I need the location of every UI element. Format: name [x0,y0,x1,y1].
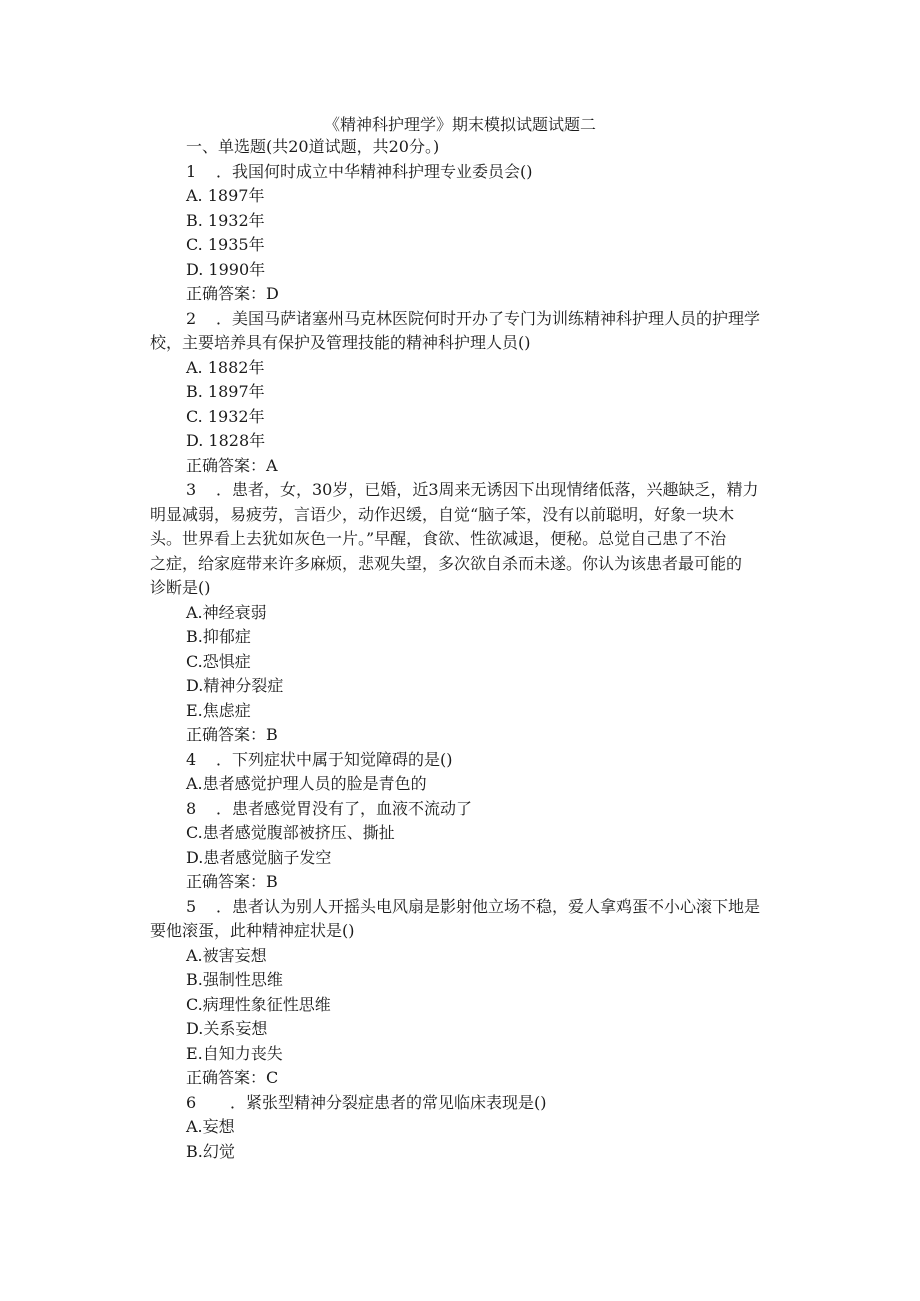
option: D. 1990年 [186,259,266,279]
question-text-cont: 明显减弱，易疲劳，言语少，动作迟缓，自觉“脑子笨，没有以前聪明，好象一块木 [150,504,735,524]
option: A.神经衰弱 [186,602,267,622]
option: B.幻觉 [186,1141,235,1161]
question-text-cont: 诊断是() [150,578,211,597]
question-2 [150,307,790,332]
option: B.强制性思维 [186,970,283,989]
option-text: ．患者感觉胃没有了，血液不流动了 [216,798,473,818]
option: C. 1935年 [186,235,265,254]
option: C.病理性象征性思维 [186,994,331,1014]
question-number: 5 [186,896,197,916]
question-5 [150,895,790,920]
option: D.患者感觉脑子发空 [186,847,332,867]
option: A.被害妄想 [186,945,267,965]
correct-answer: 正确答案：D [186,284,279,303]
option: D. 1828年 [186,431,266,450]
question-text: ．我国何时成立中华精神科护理专业委员会() [216,161,533,181]
option: D.精神分裂症 [186,676,284,695]
document-body [150,135,790,1164]
correct-answer: 正确答案：B [186,725,278,744]
document-title: 《精神科护理学》期末模拟试题试题二 [323,115,596,134]
option: D.关系妄想 [186,1019,268,1038]
question-text-cont: 要他滚蛋，此种精神症状是() [150,921,355,940]
question-1 [150,160,790,185]
option: B. 1932年 [186,210,265,230]
question-number: 6 [186,1092,197,1112]
question-number: 3 [186,480,197,499]
question-text: ．患者，女，30岁，已婚，近3周来无诱因下出现情绪低落，兴趣缺乏，精力 [216,480,759,499]
option: A.患者感觉护理人员的脸是青色的 [186,774,427,793]
correct-answer: 正确答案：A [186,455,278,475]
question-text: ．下列症状中属于知觉障碍的是() [216,749,453,769]
question-text-cont: 头。世界看上去犹如灰色一片。”早醒，食欲、性欲减退，便秘。总觉自己患了不治 [150,529,727,548]
option: C.患者感觉腹部被挤压、撕扯 [186,823,395,842]
question-text-cont: 校，主要培养具有保护及管理技能的精神科护理人员() [150,333,531,352]
question-number: 2 [186,308,197,328]
option: A. 1882年 [186,357,265,377]
option: A. 1897年 [186,186,265,205]
option-misnumbered [150,797,790,822]
question-text: ．患者认为别人开摇头电风扇是影射他立场不稳，爱人拿鸡蛋不小心滚下地是 [216,896,761,916]
option: E.焦虑症 [186,700,251,720]
question-6 [150,1091,790,1116]
question-number: 1 [186,161,197,181]
question-4 [150,748,790,773]
option: A.妄想 [186,1117,235,1136]
option: C. 1932年 [186,406,265,426]
section-heading: 一、单选题(共20道试题，共20分。) [186,137,440,156]
question-number: 8 [186,798,197,818]
option: C.恐惧症 [186,651,251,671]
option: E.自知力丧失 [186,1043,283,1063]
question-text: ．美国马萨诸塞州马克林医院何时开办了专门为训练精神科护理人员的护理学 [216,308,761,328]
option: B.抑郁症 [186,627,251,646]
question-text: ．紧张型精神分裂症患者的常见临床表现是() [230,1092,547,1112]
question-3 [150,478,790,503]
correct-answer: 正确答案：C [186,1068,279,1087]
question-number: 4 [186,749,197,769]
option: B. 1897年 [186,382,265,401]
correct-answer: 正确答案：B [186,872,278,891]
question-text-cont: 之症，给家庭带来许多麻烦，悲观失望，多次欲自杀而未遂。你认为该患者最可能的 [150,553,743,573]
